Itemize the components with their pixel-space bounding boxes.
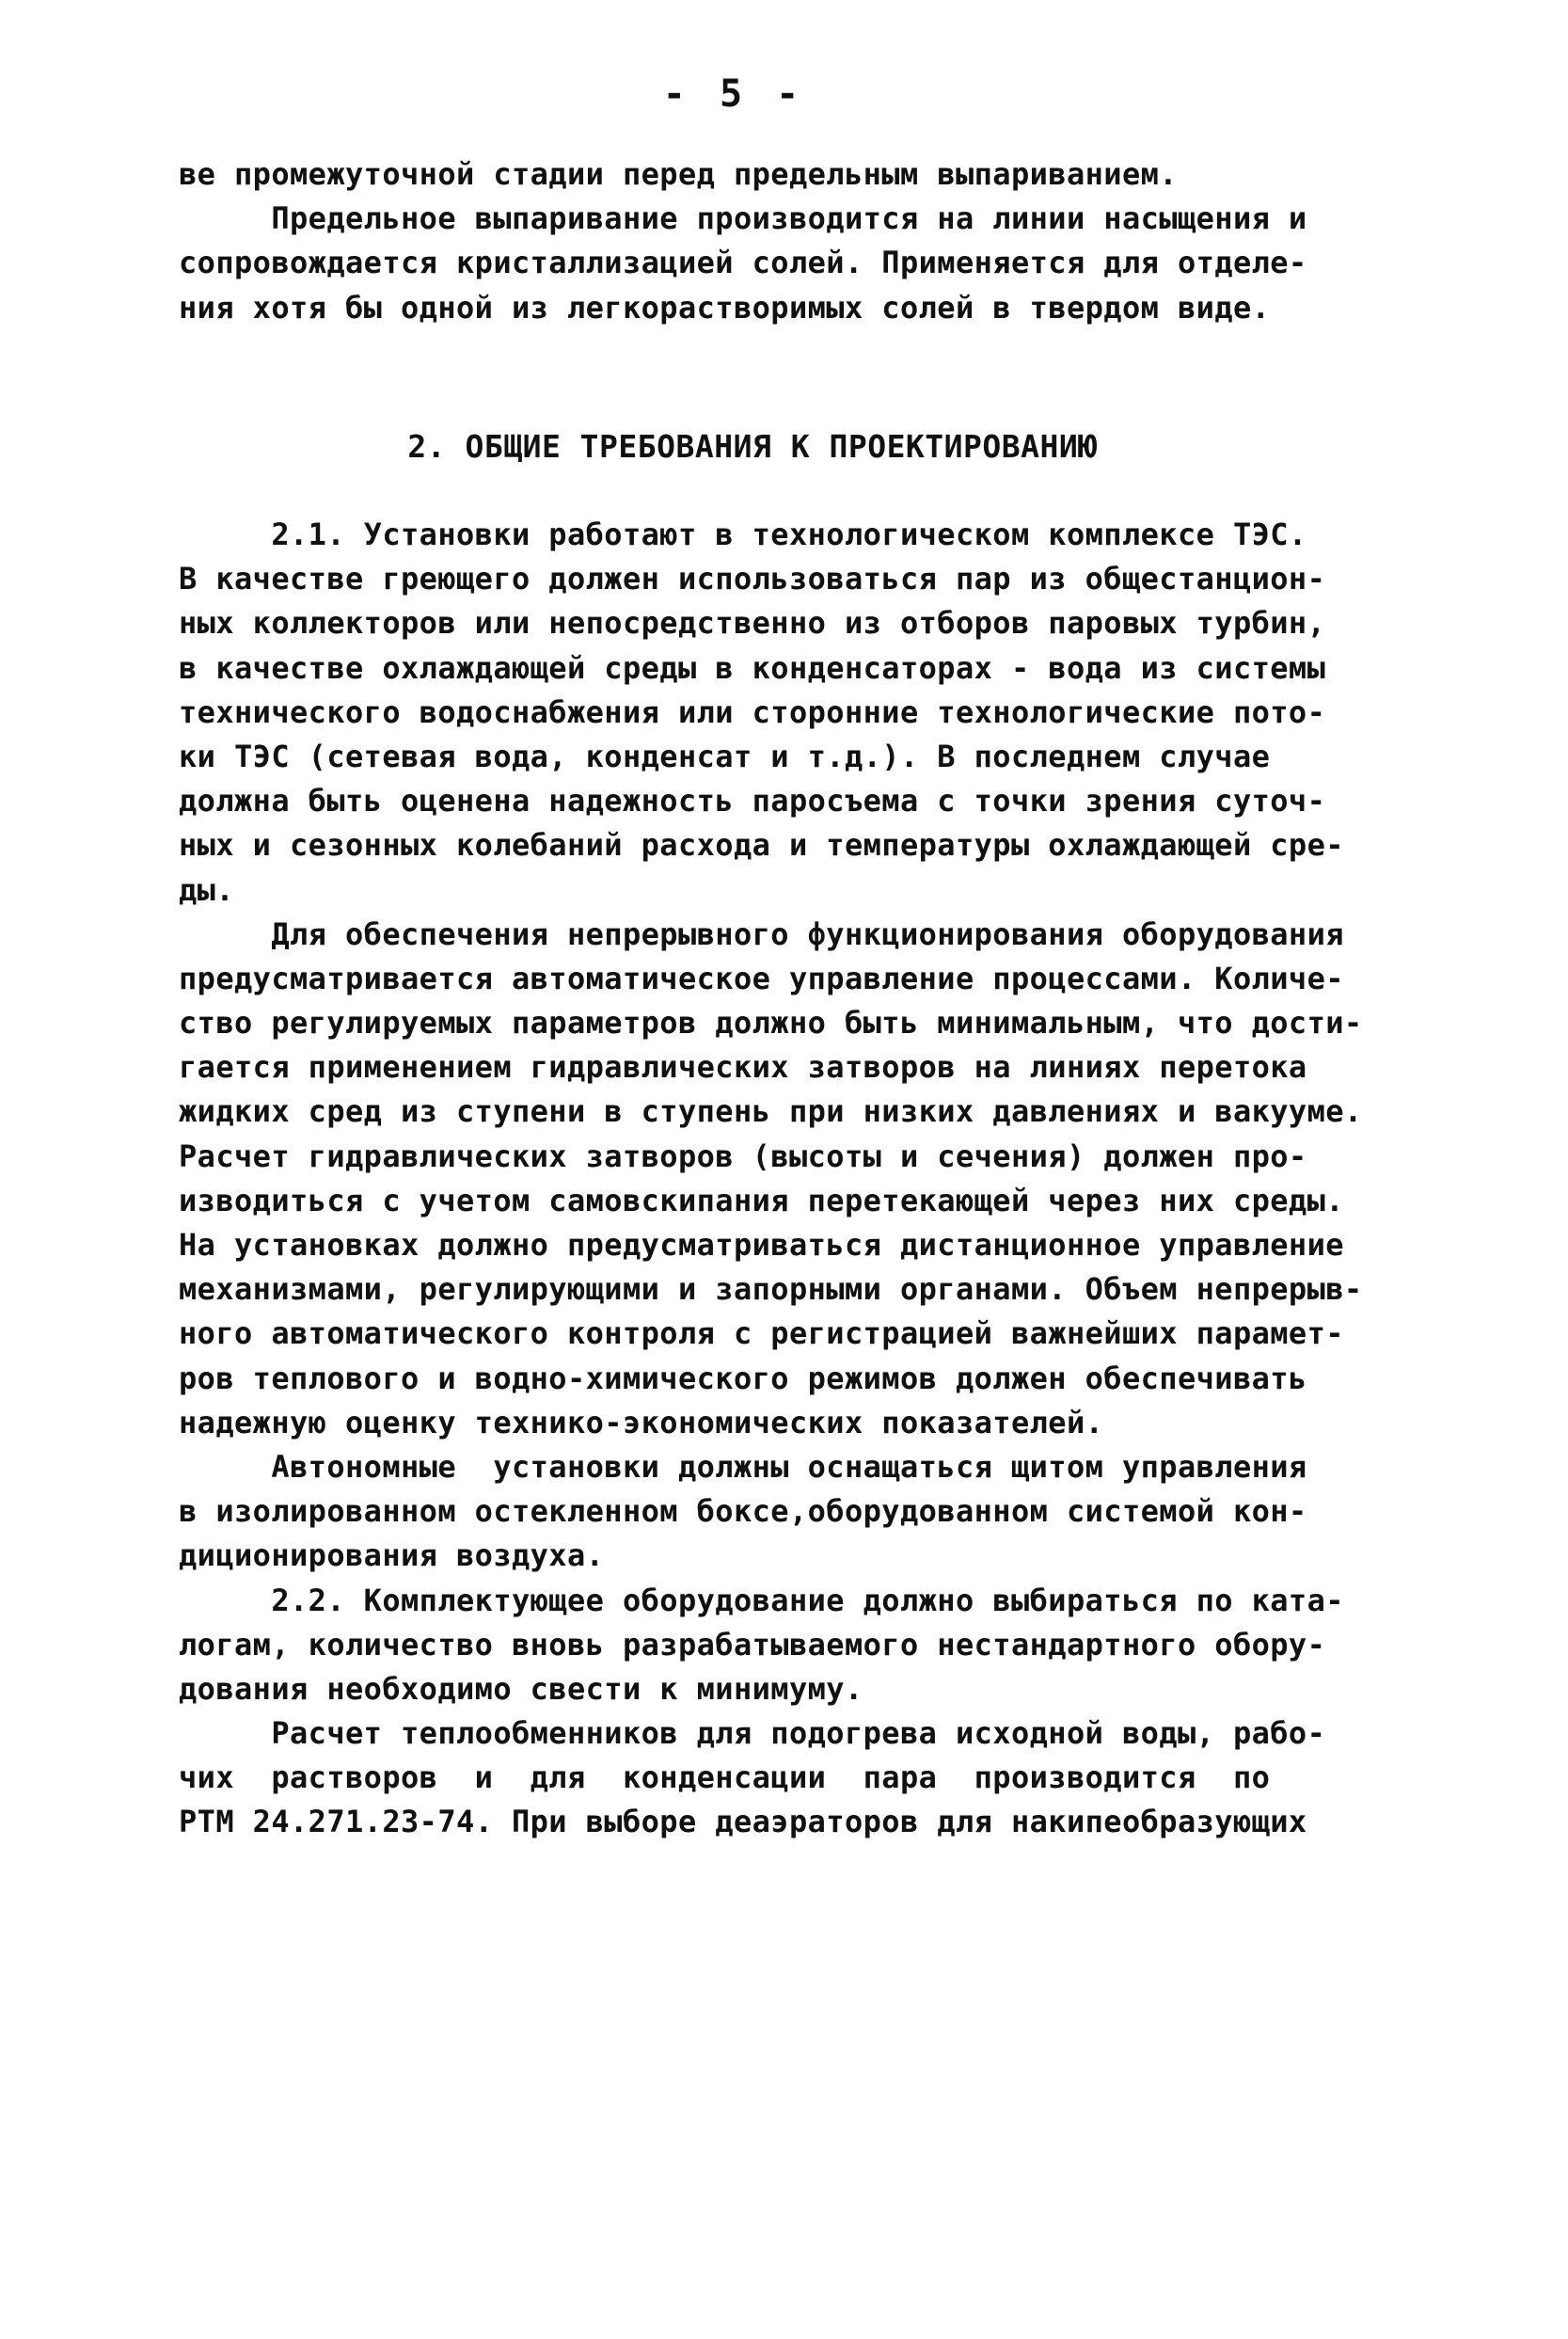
text-line: 2.2. Комплектующее оборудование должно выбираться по ката-	[179, 1582, 1344, 1618]
text-line: сопровождается кристаллизацией солей. Применяется для отделе-	[179, 245, 1307, 281]
text-line: ство регулируемых параметров должно быть минимальным, что дости-	[179, 1005, 1363, 1042]
text-line: жидких сред из ступени в ступень при низких давлениях и вакууме.	[179, 1093, 1363, 1130]
page-number: - 5 -	[662, 72, 805, 116]
text-line: технического водоснабжения или сторонние технологические пото-	[179, 693, 1326, 730]
text-line: предусматривается автоматическое управление процессами. Количе-	[179, 960, 1344, 996]
text-line: ров теплового и водно-химического режимов должен обеспечивать	[179, 1360, 1307, 1396]
text-line: В качестве греющего должен использоваться пар из общестанцион-	[179, 561, 1326, 597]
section-body	[179, 513, 1383, 1845]
text-line: Автономные установки должны оснащаться щитом управления	[179, 1448, 1307, 1485]
text-line: ды.	[179, 871, 234, 908]
text-line: дования необходимо свести к минимуму.	[179, 1670, 863, 1707]
text-line: логам, количество вновь разрабатываемого нестандартного обору-	[179, 1626, 1326, 1663]
section-heading: 2. ОБЩИЕ ТРЕБОВАНИЯ К ПРОЕКТИРОВАНИЮ	[407, 428, 1098, 465]
text-line: Расчет гидравлических затворов (высоты и сечения) должен про-	[179, 1138, 1307, 1174]
text-line: 2.1. Установки работают в технологическом комплексе ТЭС.	[179, 517, 1307, 552]
text-line: гается применением гидравлических затворов на линиях перетока	[179, 1049, 1307, 1086]
text-line: должна быть оценена надежность паросъема с точки зрения суточ-	[179, 783, 1326, 819]
text-line: РТМ 24.271.23-74. При выборе деаэраторов для накипеобразующих	[179, 1804, 1307, 1840]
text-line: ния хотя бы одной из легкорастворимых солей в твердом виде.	[179, 289, 1271, 326]
text-line: Расчет теплообменников для подогрева исходной воды, рабо-	[179, 1715, 1326, 1752]
text-line: Предельное выпаривание производится на линии насыщения и	[179, 200, 1307, 237]
text-line: диционирования воздуха.	[179, 1537, 605, 1574]
text-line: На установках должно предусматриваться дистанционное управление	[179, 1227, 1344, 1263]
text-line: ки ТЭС (сетевая вода, конденсат и т.д.). В последнем случае	[179, 738, 1271, 774]
text-line: изводиться с учетом самовскипания перетекающей через них среды.	[179, 1182, 1344, 1218]
text-line: механизмами, регулирующими и запорными органами. Объем непрерыв-	[179, 1271, 1363, 1308]
text-line: ве промежуточной стадии перед предельным выпариванием.	[179, 156, 1178, 192]
text-line: Для обеспечения непрерывного функционирования оборудования	[179, 915, 1344, 952]
text-line: надежную оценку технико-экономических показателей.	[179, 1404, 1104, 1440]
text-line: ных коллекторов или непосредственно из отборов паровых турбин,	[179, 605, 1326, 642]
text-line: ных и сезонных колебаний расхода и температуры охлаждающей сре-	[179, 827, 1344, 864]
text-line: в изолированном остекленном боксе,оборудованном системой кон-	[179, 1493, 1307, 1530]
text-line: чих растворов и для конденсации пара производится по	[179, 1759, 1271, 1796]
text-line: ного автоматического контроля с регистрацией важнейших парамет-	[179, 1315, 1344, 1352]
intro-paragraphs	[179, 152, 1354, 330]
text-line: в качестве охлаждающей среды в конденсаторах - вода из системы	[179, 649, 1326, 686]
